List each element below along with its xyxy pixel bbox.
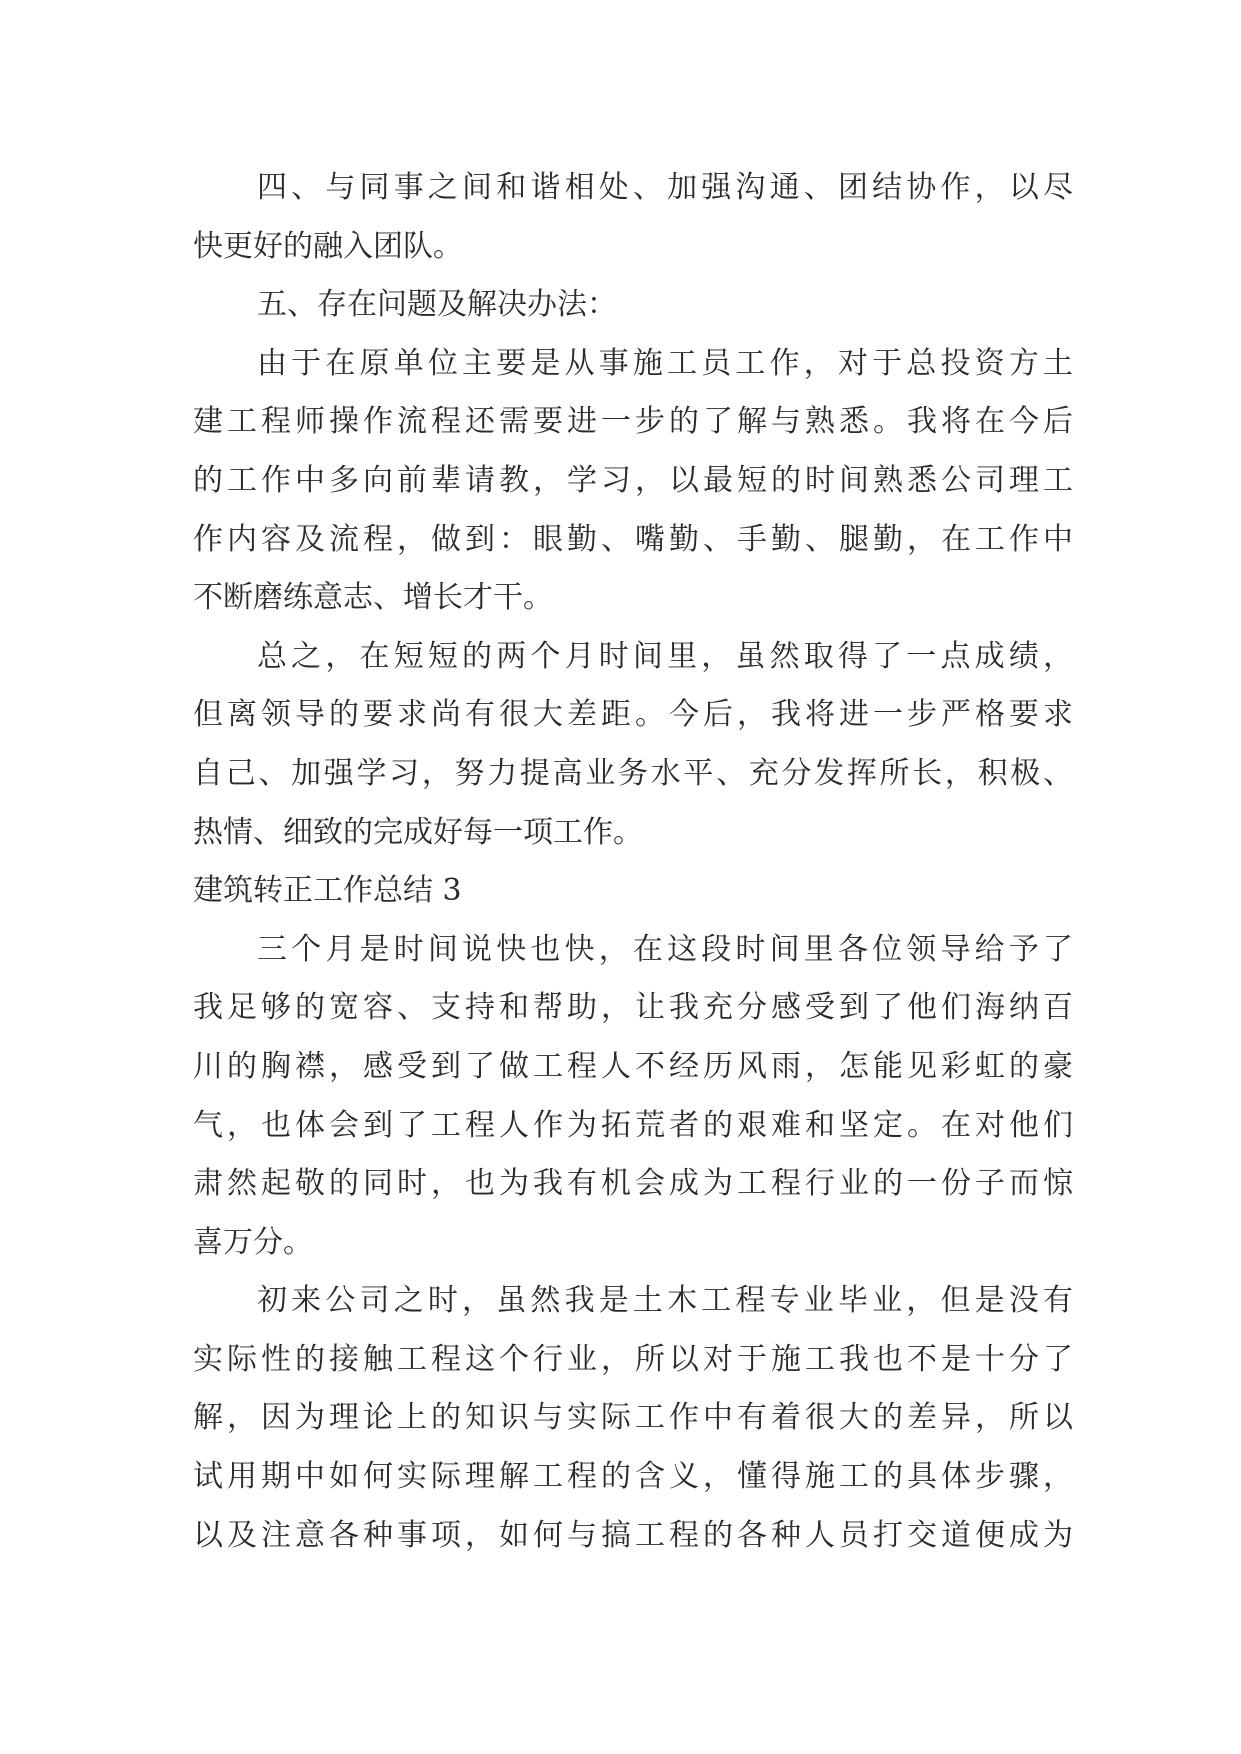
text-line: 初来公司之时，虽然我是土木工程专业毕业，但是没有	[257, 1283, 1073, 1319]
text-line: 由于在原单位主要是从事施工员工作，对于总投资方土	[257, 345, 1073, 381]
text-line: 快更好的融入团队。	[193, 228, 463, 264]
text-line: 但离领导的要求尚有很大差距。今后，我将进一步严格要求	[193, 697, 1073, 733]
section-heading: 建筑转正工作总结 3	[193, 873, 462, 909]
text-line: 的工作中多向前辈请教，学习，以最短的时间熟悉公司理工	[193, 462, 1073, 498]
text-line: 热情、细致的完成好每一项工作。	[193, 814, 643, 850]
document-body	[193, 159, 1073, 1565]
text-line: 川的胸襟，感受到了做工程人不经历风雨，怎能见彩虹的豪	[193, 1048, 1073, 1084]
text-line: 肃然起敬的同时，也为我有机会成为工程行业的一份子而惊	[193, 1166, 1073, 1202]
text-line: 气，也体会到了工程人作为拓荒者的艰难和坚定。在对他们	[193, 1107, 1073, 1143]
text-line: 解，因为理论上的知识与实际工作中有着很大的差异，所以	[193, 1400, 1073, 1436]
text-line: 自己、加强学习，努力提高业务水平、充分发挥所长，积极、	[193, 755, 1073, 791]
text-line: 试用期中如何实际理解工程的含义，懂得施工的具体步骤，	[193, 1459, 1073, 1495]
text-line: 建工程师操作流程还需要进一步的了解与熟悉。我将在今后	[193, 404, 1073, 440]
text-line: 五、存在问题及解决办法：	[257, 287, 617, 323]
text-line: 不断磨练意志、增长才干。	[193, 580, 553, 616]
text-line: 三个月是时间说快也快，在这段时间里各位领导给予了	[257, 931, 1073, 967]
text-line: 喜万分。	[193, 1224, 313, 1260]
text-line: 四、与同事之间和谐相处、加强沟通、团结协作，以尽	[257, 170, 1073, 205]
text-line: 作内容及流程，做到：眼勤、嘴勤、手勤、腿勤，在工作中	[193, 521, 1073, 557]
text-line: 实际性的接触工程这个行业，所以对于施工我也不是十分了	[193, 1341, 1073, 1377]
text-line: 以及注意各种事项，如何与搞工程的各种人员打交道便成为	[193, 1517, 1073, 1553]
text-line: 总之，在短短的两个月时间里，虽然取得了一点成绩，	[257, 638, 1073, 674]
text-line: 我足够的宽容、支持和帮助，让我充分感受到了他们海纳百	[193, 990, 1073, 1026]
